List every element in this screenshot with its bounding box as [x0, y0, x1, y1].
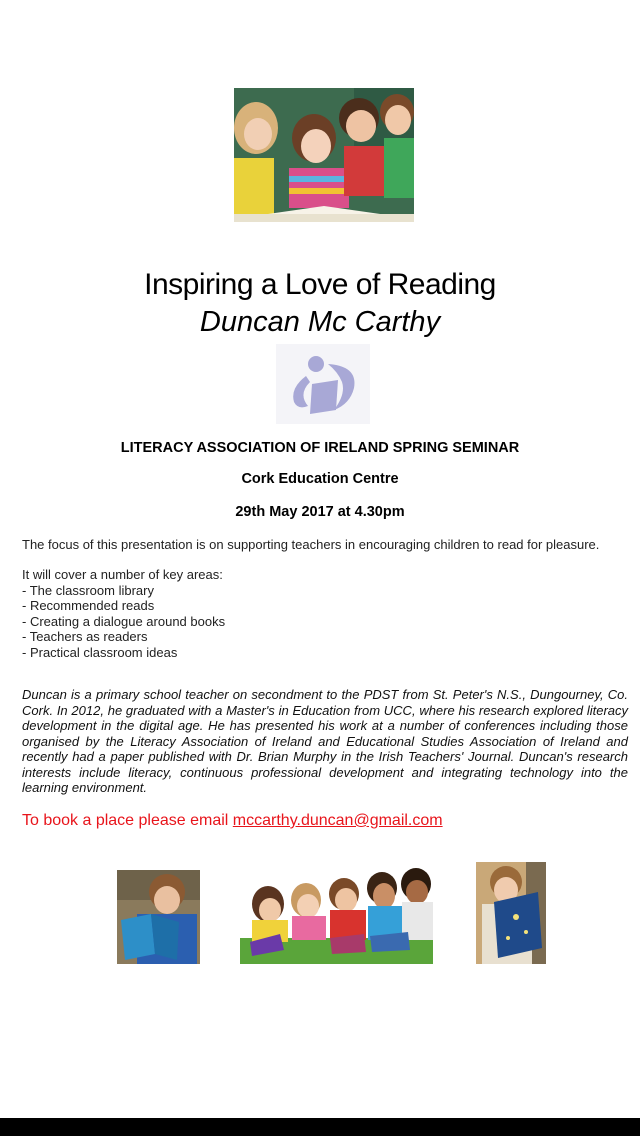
focus-paragraph: The focus of this presentation is on supporting teachers in encouraging children to read for pleasure. — [22, 537, 600, 552]
hero-children-reading-photo — [234, 88, 414, 222]
key-area-item: - Teachers as readers — [22, 629, 148, 644]
key-area-item: - Practical classroom ideas — [22, 644, 178, 660]
event-date-time: 29th May 2017 at 4.30pm — [235, 504, 405, 520]
booking-prefix: To book a place please email — [22, 812, 233, 829]
bottom-bar — [0, 1118, 640, 1136]
literacy-association-logo — [276, 344, 370, 424]
booking-line — [22, 812, 443, 830]
booking-email-link[interactable]: mccarthy.duncan@gmail.com — [232, 812, 443, 829]
seminar-heading: LITERACY ASSOCIATION OF IRELAND SPRING SEMINAR — [120, 440, 520, 456]
kids-reading-on-grass-photo — [240, 868, 433, 964]
speaker-bio: Duncan is a primary school teacher on secondment to the PDST from St. Peter's N.S., Dungourney, Co. Cork. In 2012, he graduated with a Master's in Education from UCC, where his research explored literacy development in the digital age. He has presented his work at a number of conferences including those organised by the Literacy Association of Ireland and Educational Studies Association of Ireland and recently had a paper published with Dr. Brian Murphy in the Irish Teachers' Journal. Duncan's research interests include literacy, continuous professional development and integrating technology into the learning environment. — [22, 687, 628, 795]
speaker-name: Duncan Mc Carthy — [199, 306, 441, 338]
venue-name: Cork Education Centre — [241, 471, 399, 487]
boy-reading-book-photo — [476, 862, 546, 964]
key-area-item: - Creating a dialogue around books — [22, 613, 226, 629]
boy-with-book-photo — [117, 870, 200, 964]
key-areas-list — [22, 567, 626, 660]
key-area-item: - The classroom library — [22, 582, 154, 598]
event-title: Inspiring a Love of Reading — [144, 268, 496, 301]
key-areas-intro: It will cover a number of key areas: — [22, 567, 223, 582]
key-area-item: - Recommended reads — [22, 598, 155, 613]
